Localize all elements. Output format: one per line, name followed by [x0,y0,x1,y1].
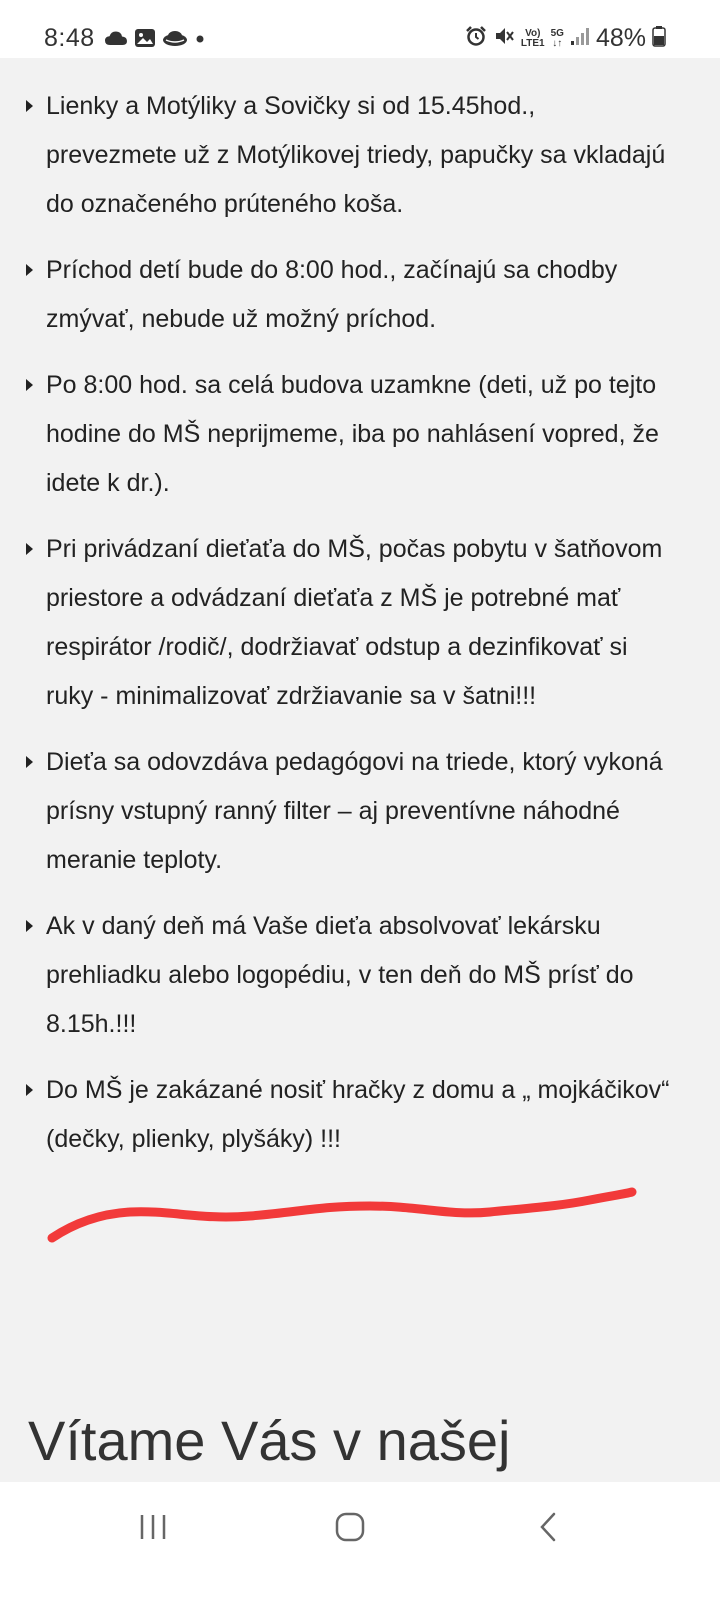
recent-apps-button[interactable] [113,1502,193,1552]
mute-icon [493,25,515,52]
network-5g-icon: 5G ↓↑ [550,27,564,49]
battery-percent: 48% [595,24,646,52]
notice-text: Lienky a Motýliky a Sovičky si od 15.45hod., prevezmete už z Motýlikovej triedy, papučky sa vkladajú do označeného prúteného koša. [46,92,666,218]
signal-icon [570,26,590,51]
battery-icon [652,25,666,52]
list-item [0,738,720,885]
list-item [0,246,720,344]
status-time: 8:48 [44,24,95,52]
web-content[interactable] [0,58,720,1510]
status-bar [0,0,720,58]
system-status-icons [465,24,666,53]
gallery-icon [134,28,156,53]
list-item [0,902,720,1049]
bullet-icon [26,379,33,391]
alarm-icon [465,25,487,52]
bullet-icon [26,756,33,768]
red-underline-scribble [0,1176,720,1246]
recent-apps-icon [138,1513,168,1541]
back-icon [537,1511,559,1543]
home-button[interactable] [310,1502,390,1552]
welcome-heading: Vítame Vás v našej [28,1409,511,1472]
bullet-icon [26,100,33,112]
dot-icon [194,32,206,50]
notice-text: Dieťa sa odovzdáva pedagógovi na triede, ktorý vykoná prísny vstupný ranný filter – aj preventívne náhodné meranie teploty. [46,748,663,874]
back-button[interactable] [508,1502,588,1552]
notice-text: Po 8:00 hod. sa celá budova uzamkne (deti, už po tejto hodine do MŠ neprijmeme, iba po nahlásení vopred, že idete k dr.). [46,371,659,497]
volte-icon: Vo) LTE1 [520,27,545,49]
list-item [0,82,720,229]
scribble-stroke [52,1192,632,1238]
bullet-icon [26,1084,33,1096]
list-item [0,361,720,508]
notification-icons [104,28,206,53]
bullet-icon [26,264,33,276]
bullet-icon [26,920,33,932]
bullet-icon [26,543,33,555]
list-item [0,525,720,721]
list-item [0,1066,720,1164]
notice-text: Ak v daný deň má Vaše dieťa absolvovať lekársku prehliadku alebo logopédiu, v ten deň do MŠ prísť do 8.15h.!!! [46,912,634,1038]
home-icon [334,1511,366,1543]
hat-icon [162,29,188,52]
notice-text: Do MŠ je zakázané nosiť hračky z domu a „ mojkáčikov“ (dečky, plienky, plyšáky) !!! [46,1076,670,1153]
notice-list [0,82,720,1181]
navigation-bar [0,1482,720,1600]
notice-text: Pri privádzaní dieťaťa do MŠ, počas pobytu v šatňovom priestore a odvádzaní dieťaťa z MŠ je potrebné mať respirátor /rodič/, dodržiavať odstup a dezinfikovať si ruky - minimalizovať zdržiavanie sa v šatni!!! [46,535,663,710]
notice-text: Príchod detí bude do 8:00 hod., začínajú sa chodby zmývať, nebude už možný príchod. [46,256,618,333]
cloud-icon [104,30,128,51]
